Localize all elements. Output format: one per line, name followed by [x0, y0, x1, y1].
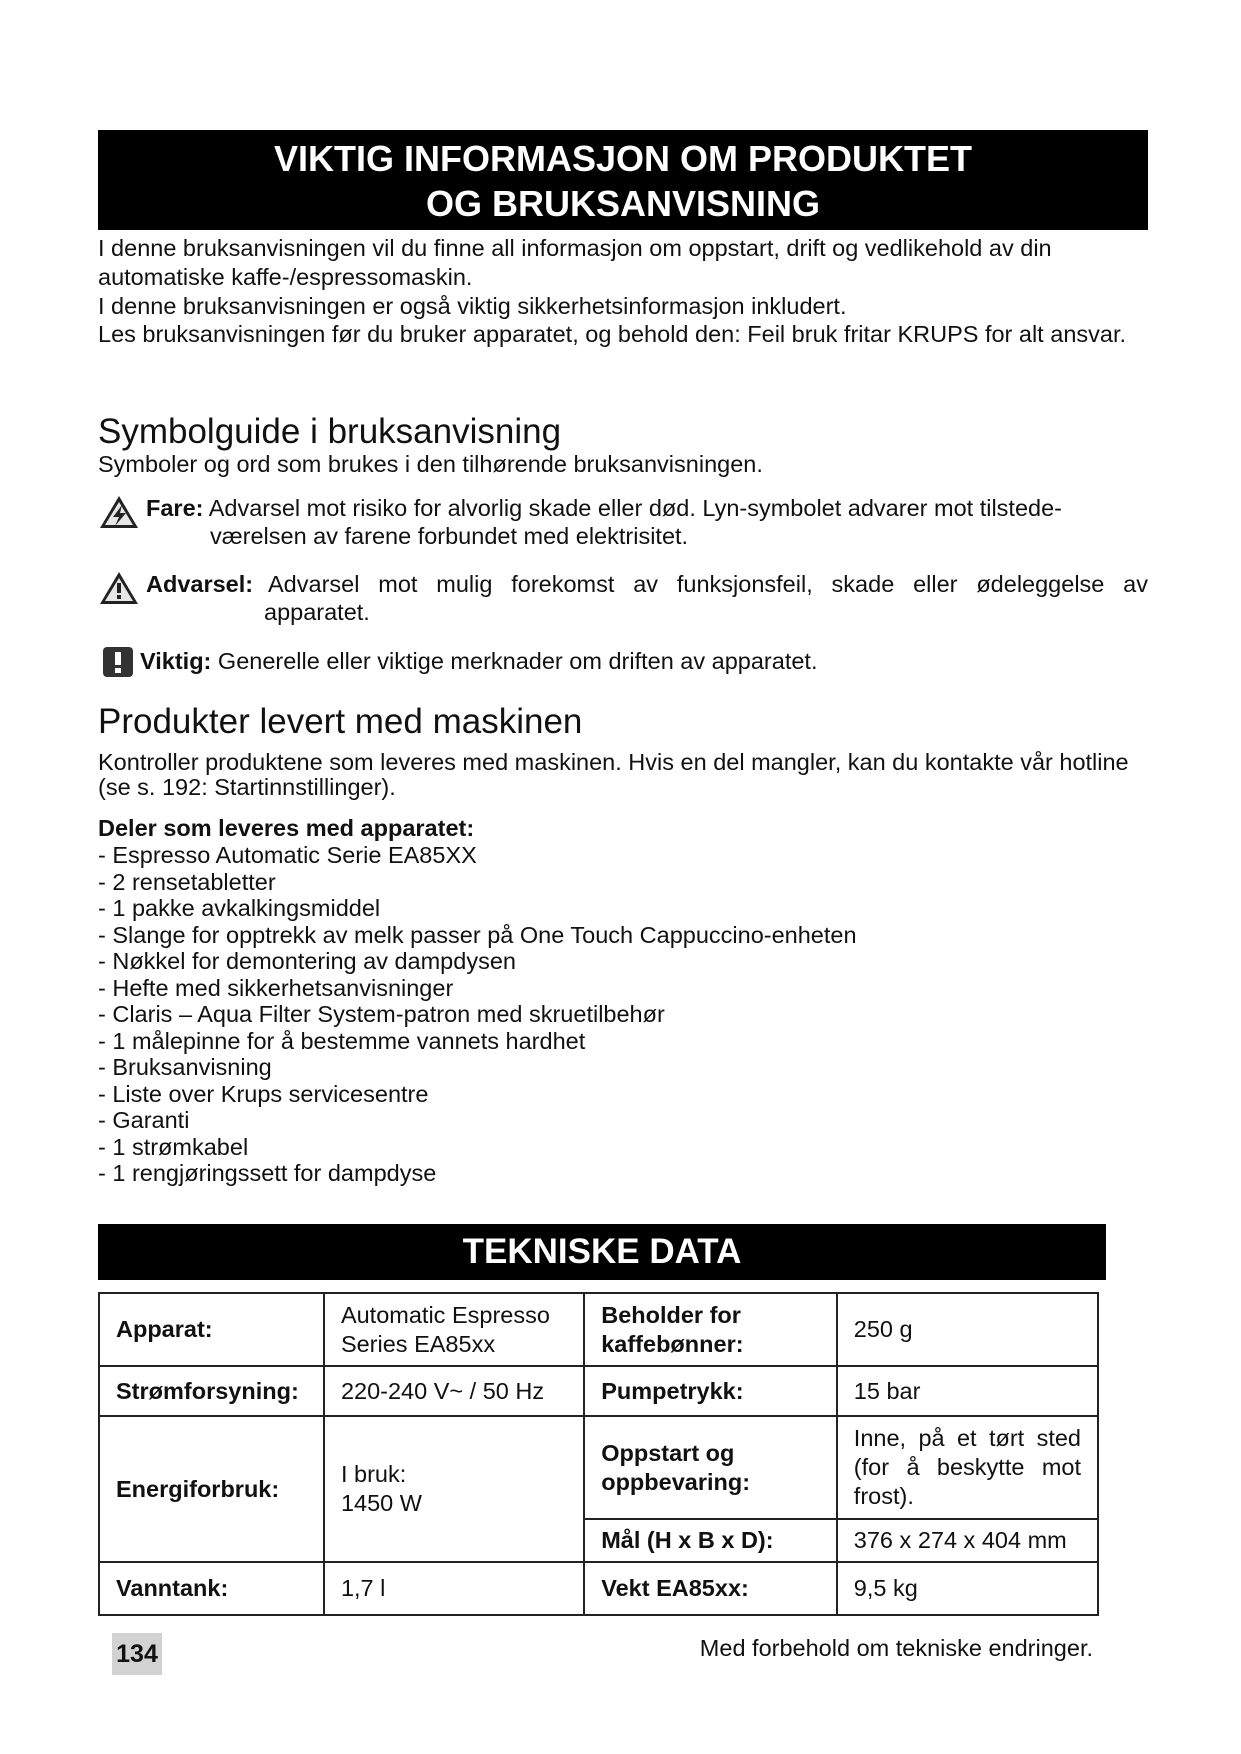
- list-item: - 1 rengjøringssett for dampdyse: [98, 1160, 437, 1186]
- energi-value-line1: I bruk:: [340, 1461, 407, 1487]
- list-item: - Bruksanvisning: [98, 1054, 272, 1080]
- footer-note: Med forbehold om tekniske endringer.: [699, 1635, 1093, 1661]
- list-item: - Slange for opptrekk av melk passer på One Touch Cappuccino-enheten: [98, 921, 857, 948]
- table-cell-label: Energiforbruk:: [99, 1416, 324, 1562]
- list-item: - 1 målepinne for å bestemme vannets hardhet: [98, 1027, 586, 1054]
- symbol-advarsel-row: [98, 570, 1148, 630]
- table-cell-label: Oppstart og oppbevaring:: [584, 1416, 837, 1519]
- intro-paragraph-3: Les bruksanvisningen før du bruker apparatet, og behold den: Feil bruk fritar KRUPS for alt ansvar.: [98, 321, 1127, 347]
- table-cell-value: 9,5 kg: [837, 1562, 1098, 1615]
- table-row: [99, 1366, 1098, 1416]
- danger-lightning-icon: [98, 494, 140, 530]
- table-cell-value: Automatic Espresso Series EA85xx: [324, 1293, 584, 1366]
- list-item: - 1 strømkabel: [98, 1133, 249, 1160]
- table-cell-value: 15 bar: [837, 1366, 1098, 1416]
- list-item: - 2 rensetabletter: [98, 868, 276, 895]
- table-cell-label: Mål (H x B x D):: [584, 1519, 837, 1562]
- intro-paragraph-1: I denne bruksanvisningen vil du finne all informasjon om oppstart, drift og vedlikehold av din automatiske kaffe-/espressomaskin.: [98, 235, 1052, 290]
- list-item: - Garanti: [98, 1107, 190, 1133]
- table-cell-label: Vekt EA85xx:: [584, 1562, 837, 1615]
- table-cell-value: 250 g: [837, 1293, 1098, 1366]
- products-intro: Kontroller produktene som leveres med maskinen. Hvis en del mangler, kan du kontakte vår hotline (se s. 192: Startinnstillinger).: [98, 749, 1129, 800]
- advarsel-text-line2: apparatet.: [264, 599, 370, 625]
- products-heading: Produkter levert med maskinen: [98, 702, 583, 741]
- list-item: - Claris – Aqua Filter System-patron med skruetilbehør: [98, 1001, 665, 1027]
- page-number: 134: [112, 1633, 162, 1675]
- energi-value-line2: 1450 W: [340, 1490, 422, 1516]
- advarsel-text-line1: Advarsel mot mulig forekomst av funksjonsfeil, skade eller ødeleggelse av: [268, 571, 1148, 597]
- viktig-text: Generelle eller viktige merknader om driften av apparatet.: [217, 648, 818, 674]
- table-cell-label: Strømforsyning:: [99, 1366, 324, 1416]
- intro-paragraph-2: I denne bruksanvisningen er også viktig sikkerhetsinformasjon inkludert.: [98, 293, 847, 319]
- table-cell-label: Pumpetrykk:: [584, 1366, 837, 1416]
- symbol-guide-heading: Symbolguide i bruksanvisning: [98, 412, 562, 451]
- products-list-title: Deler som leveres med apparatet:: [98, 815, 475, 841]
- tech-data-table: [98, 1292, 1099, 1616]
- table-row: [99, 1562, 1098, 1615]
- symbol-viktig-row: [98, 646, 1148, 680]
- table-cell-value: [324, 1416, 584, 1562]
- fare-label: Fare:: [146, 495, 204, 521]
- table-row: [99, 1293, 1098, 1366]
- advarsel-label: Advarsel:: [146, 571, 254, 597]
- fare-text-line2: værelsen av farene forbundet med elektrisitet.: [210, 523, 689, 549]
- symbol-fare-row: [98, 494, 1148, 554]
- table-cell-value: Inne, på et tørt sted (for å beskytte mot frost).: [837, 1416, 1098, 1519]
- symbol-guide-subtitle: Symboler og ord som brukes i den tilhørende bruksanvisningen.: [98, 451, 763, 477]
- table-cell-label: Beholder for kaffebønner:: [584, 1293, 837, 1366]
- banner-title-line2: OG BRUKSANVISNING: [425, 183, 821, 224]
- table-cell-label: Apparat:: [99, 1293, 324, 1366]
- viktig-label: Viktig:: [140, 648, 212, 674]
- list-item: - 1 pakke avkalkingsmiddel: [98, 895, 381, 921]
- section-banner-tech: TEKNISKE DATA: [98, 1224, 1106, 1280]
- list-item: - Hefte med sikkerhetsanvisninger: [98, 974, 454, 1001]
- table-cell-label: Vanntank:: [99, 1562, 324, 1615]
- warning-triangle-icon: [98, 570, 140, 606]
- important-exclamation-icon: [102, 646, 134, 678]
- list-item: - Liste over Krups servicesentre: [98, 1080, 429, 1107]
- list-item: - Espresso Automatic Serie EA85XX: [98, 842, 477, 868]
- banner-title-line1: VIKTIG INFORMASJON OM PRODUKTET: [273, 138, 972, 179]
- products-list: [98, 842, 857, 1187]
- table-cell-value: 220-240 V~ / 50 Hz: [324, 1366, 584, 1416]
- list-item: - Nøkkel for demontering av dampdysen: [98, 948, 516, 974]
- table-cell-value: 376 x 274 x 404 mm: [837, 1519, 1098, 1562]
- table-row: [99, 1416, 1098, 1519]
- table-cell-value: 1,7 l: [324, 1562, 584, 1615]
- fare-text-line1: Advarsel mot risiko for alvorlig skade eller død. Lyn-symbolet advarer mot tilstede-: [208, 495, 1062, 521]
- section-banner-info: [98, 130, 1148, 230]
